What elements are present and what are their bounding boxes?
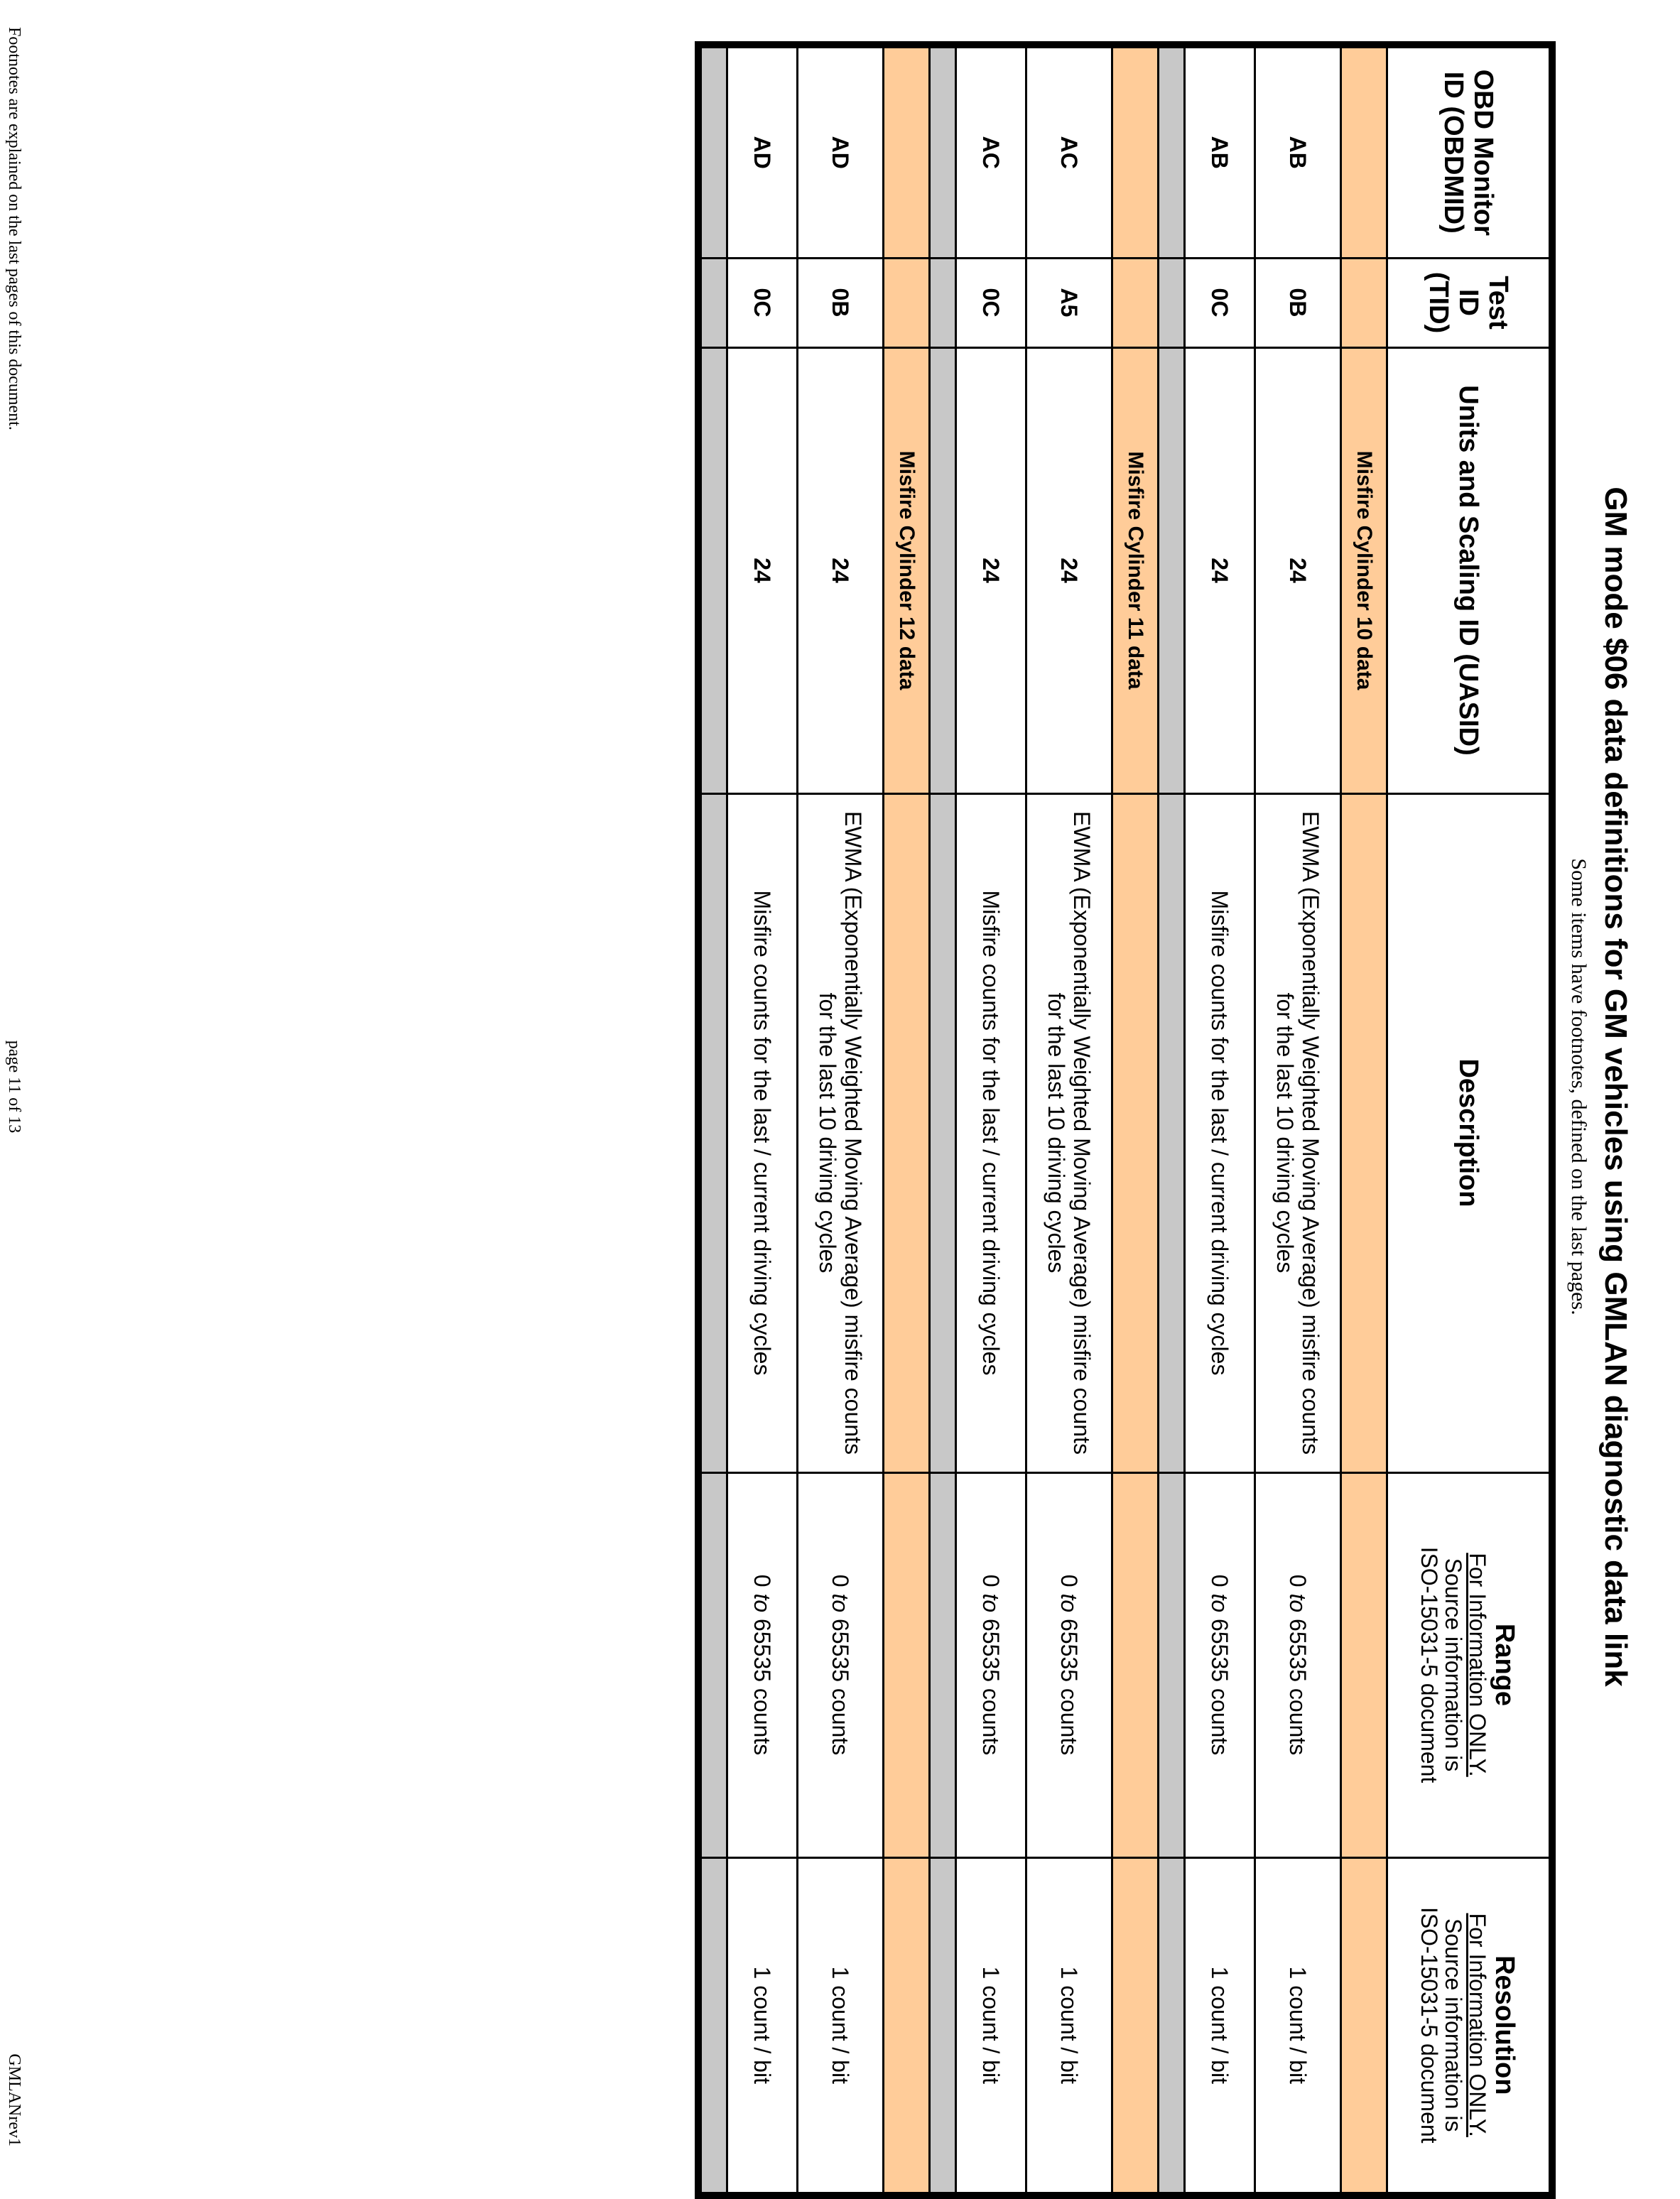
cell-description: Misfire counts for the last / current driving cycles [1185,793,1255,1472]
cell-range: 0 to 65535 counts [727,1472,798,1857]
table-row [1255,45,1341,2195]
table-row [956,45,1026,2195]
cell-resolution: 1 count / bit [1185,1857,1255,2195]
header-range [1387,1472,1553,1857]
range-title: Range [1490,1623,1519,1707]
resolution-note-source: Source information is [1441,1918,1466,2132]
separator-row [930,45,956,2195]
cell-uasid: 24 [1185,347,1255,793]
footer-revision: GMLANrev1 [5,2053,23,2146]
header-description: Description [1387,793,1553,1472]
cell-description: Misfire counts for the last / current driving cycles [727,793,798,1472]
cell-resolution: 1 count / bit [956,1857,1026,2195]
cell-range: 0 to 65535 counts [1185,1472,1255,1857]
header-obdmid: OBD Monitor ID (OBDMID) [1387,45,1553,258]
page-title: GM mode $06 data definitions for GM vehicles using GMLAN diagnostic data link [1598,487,1633,1687]
cell-obdmid: AC [956,45,1026,258]
resolution-title: Resolution [1490,1955,1519,2095]
page-number: page 11 of 13 [5,1040,23,1134]
cell-obdmid: AB [1185,45,1255,258]
cell-uasid: 24 [727,347,798,793]
table-row [798,45,884,2195]
range-note-source: Source information is [1441,1558,1466,1772]
cell-uasid: 24 [798,347,884,793]
cell-range: 0 to 65535 counts [956,1472,1026,1857]
cell-range: 0 to 65535 counts [1255,1472,1341,1857]
cell-uasid: 24 [1255,347,1341,793]
cell-range: 0 to 65535 counts [798,1472,884,1857]
table-row [1026,45,1112,2195]
cell-tid: 0B [798,258,884,347]
cell-tid: 0C [956,258,1026,347]
section-title: Misfire Cylinder 10 data [1341,347,1387,793]
cell-tid: 0B [1255,258,1341,347]
cell-tid: 0C [727,258,798,347]
resolution-note-doc: ISO-15031-5 document [1416,1906,1442,2144]
section-row [884,45,930,2195]
page-subtitle: Some items have footnotes, defined on the last pages. [1567,858,1590,1315]
table-row [1185,45,1255,2195]
cell-obdmid: AD [727,45,798,258]
cell-description: EWMA (Exponentially Weighted Moving Average) misfire counts for the last 10 driving cycles [1255,793,1341,1472]
cell-obdmid: AC [1026,45,1112,258]
cell-description: Misfire counts for the last / current driving cycles [956,793,1026,1472]
cell-description: EWMA (Exponentially Weighted Moving Average) misfire counts for the last 10 driving cycles [1026,793,1112,1472]
cell-tid: 0C [1185,258,1255,347]
data-table [695,41,1556,2199]
resolution-note-only: For Information ONLY. [1465,1913,1490,2137]
cell-resolution: 1 count / bit [727,1857,798,2195]
cell-obdmid: AD [798,45,884,258]
cell-uasid: 24 [1026,347,1112,793]
section-title: Misfire Cylinder 12 data [884,347,930,793]
cell-description: EWMA (Exponentially Weighted Moving Average) misfire counts for the last 10 driving cycles [798,793,884,1472]
cell-obdmid: AB [1255,45,1341,258]
header-tid: Test ID (TID) [1387,258,1553,347]
header-uasid: Units and Scaling ID (UASID) [1387,347,1553,793]
section-title: Misfire Cylinder 11 data [1112,347,1159,793]
separator-row [698,45,727,2195]
section-row [1112,45,1159,2195]
table-row [727,45,798,2195]
separator-row [1159,45,1185,2195]
cell-tid: A5 [1026,258,1112,347]
cell-uasid: 24 [956,347,1026,793]
footer-note: Footnotes are explained on the last pages of this document. [5,27,23,430]
range-note-only: For Information ONLY. [1465,1553,1490,1777]
cell-resolution: 1 count / bit [1026,1857,1112,2195]
section-row [1341,45,1387,2195]
cell-resolution: 1 count / bit [798,1857,884,2195]
header-resolution [1387,1857,1553,2195]
header-row [1387,45,1553,2195]
cell-resolution: 1 count / bit [1255,1857,1341,2195]
cell-range: 0 to 65535 counts [1026,1472,1112,1857]
range-note-doc: ISO-15031-5 document [1416,1546,1442,1783]
